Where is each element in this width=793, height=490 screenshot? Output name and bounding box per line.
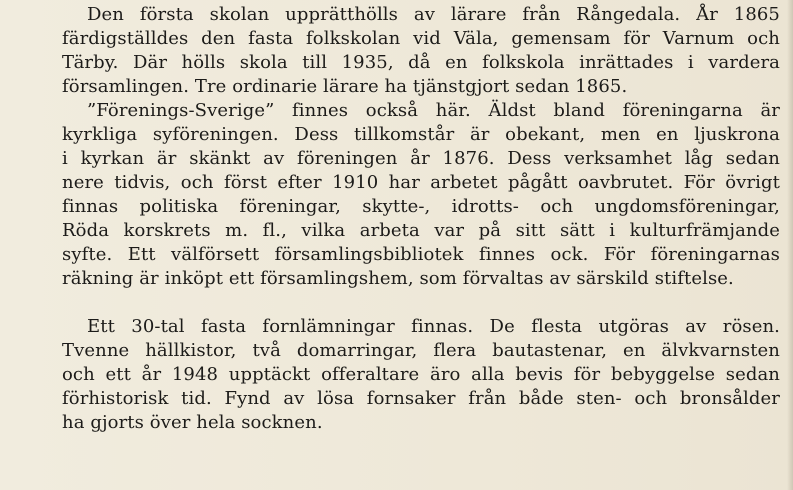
paragraph-2-line-8: räkning är inköpt ett församlingshem, som förvaltas av särskild stiftelse. [62, 268, 734, 289]
paragraph-1-line-2: färdigställdes den fasta folkskolan vid Väla, gemensam för Varnum och [62, 28, 780, 49]
paragraph-1-line-4: församlingen. Tre ordinarie lärare ha tjänstgjort sedan 1865. [62, 76, 628, 97]
paragraph-2-line-4: nere tidvis, och först efter 1910 har arbetet pågått oavbrutet. För övrigt [62, 172, 780, 193]
paragraph-2-line-7: syfte. Ett välförsett församlingsbibliotek finnes ock. För föreningarnas [62, 244, 780, 265]
paragraph-3-line-5: ha gjorts över hela socknen. [62, 412, 323, 433]
paragraph-2-line-3: i kyrkan är skänkt av föreningen år 1876. Dess verksamhet låg sedan [62, 148, 780, 169]
paragraph-2-line-1: ”Förenings-Sverige” finnes också här. Äldst bland föreningarna är [87, 100, 780, 121]
paragraph-3-line-1: Ett 30-tal fasta fornlämningar finnas. De flesta utgöras av rösen. [87, 316, 780, 337]
paragraph-1-line-3: Tärby. Där hölls skola till 1935, då en folkskola inrättades i vardera [62, 52, 780, 73]
paragraph-2-line-2: kyrkliga syföreningen. Dess tillkomstår är obekant, men en ljuskrona [62, 124, 780, 145]
paragraph-1-line-1: Den första skolan upprätthölls av lärare från Rångedala. År 1865 [87, 4, 780, 25]
paragraph-2-line-6: Röda korskrets m. fl., vilka arbeta var på sitt sätt i kulturfrämjande [62, 220, 780, 241]
paragraph-3-line-2: Tvenne hällkistor, två domarringar, flera bautastenar, en älvkvarnsten [62, 340, 780, 361]
paragraph-2-line-5: finnas politiska föreningar, skytte-, idrotts- och ungdomsföreningar, [62, 196, 780, 217]
paragraph-3-line-4: förhistorisk tid. Fynd av lösa fornsaker från både sten- och bronsålder [62, 388, 780, 409]
page-edge-shadow [787, 0, 793, 490]
paragraph-3-line-3: och ett år 1948 upptäckt offeraltare äro alla bevis för bebyggelse sedan [62, 364, 780, 385]
